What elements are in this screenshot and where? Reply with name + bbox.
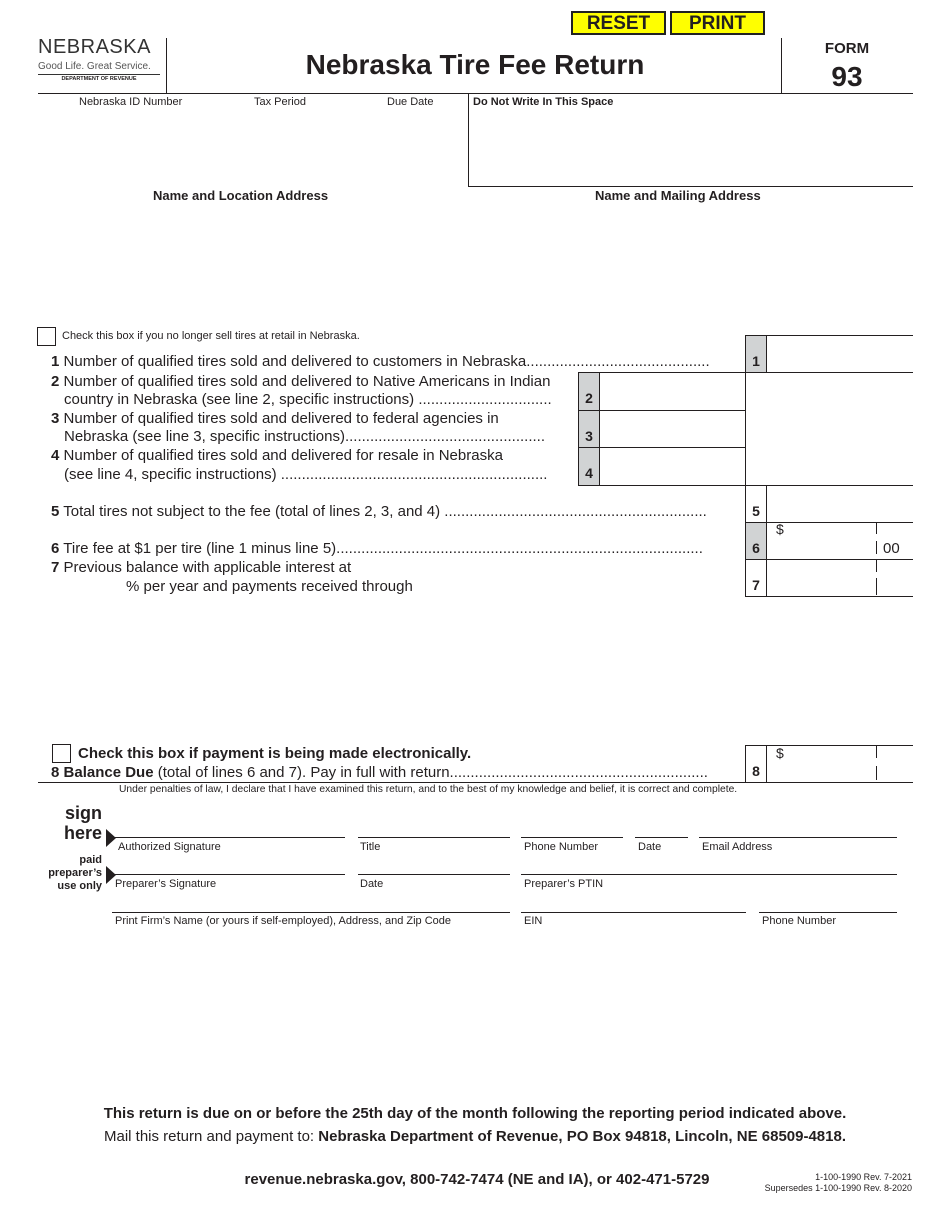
interest-rate-input[interactable] [64, 578, 122, 596]
line7-input[interactable] [768, 560, 913, 596]
email-address-label: Email Address [702, 841, 773, 853]
firm-phone-label: Phone Number [762, 915, 836, 927]
firm-name-input[interactable] [112, 890, 510, 912]
preparer-date-input[interactable] [358, 852, 510, 874]
contact-info: revenue.nebraska.gov, 800-742-7474 (NE and IA), or 402-471-5729 [244, 1171, 710, 1188]
no-longer-sell-checkbox[interactable] [37, 327, 56, 346]
sign-word: sign [64, 803, 102, 823]
logo-tagline: Good Life. Great Service. [38, 61, 151, 72]
line8-number: 8 [51, 764, 60, 781]
penalty-statement: Under penalties of law, I declare that I have examined this return, and to the best of my knowledge and belief, it is correct and complete. [119, 784, 738, 795]
line2-text-b: country in Nebraska (see line 2, specific instructions) ................................ [64, 391, 552, 408]
line7-number: 7 [51, 559, 60, 576]
date-input[interactable] [635, 815, 688, 837]
line3-box-label: 3 [578, 411, 600, 447]
authorized-signature-input[interactable] [115, 815, 345, 837]
electronic-payment-label: Check this box if payment is being made electronically. [78, 745, 472, 762]
line4-text-a: Number of qualified tires sold and delivered for resale in Nebraska [63, 447, 503, 464]
line4-box-label: 4 [578, 448, 600, 485]
title-input[interactable] [358, 815, 510, 837]
authorized-signature-label: Authorized Signature [118, 841, 221, 853]
phone-number-input[interactable] [521, 815, 623, 837]
line3-text-a: Number of qualified tires sold and delivered to federal agencies in [63, 410, 499, 427]
line1-text: Number of qualified tires sold and delivered to customers in Nebraska............................................ [63, 353, 710, 370]
revision-info [765, 1172, 912, 1194]
electronic-payment-checkbox[interactable] [52, 744, 71, 763]
line3-text-b: Nebraska (see line 3, specific instructions)................................................ [64, 428, 545, 445]
no-longer-sell-label: Check this box if you no longer sell tires at retail in Nebraska. [62, 330, 360, 342]
date-label: Date [638, 841, 662, 853]
payments-date-input[interactable] [426, 578, 576, 596]
nebraska-id-label: Nebraska ID Number [79, 96, 183, 108]
preparer-signature-label: Preparer’s Signature [115, 878, 217, 890]
firm-phone-input[interactable] [759, 890, 897, 912]
supersedes-number: Supersedes 1-100-1990 Rev. 8-2020 [764, 1183, 912, 1193]
line4-text-b: (see line 4, specific instructions) ................................................................ [64, 466, 548, 483]
line8-text: (total of lines 6 and 7). Pay in full with return.............................................................. [157, 764, 708, 781]
line8-bold-label: Balance Due [63, 764, 154, 781]
form-label: FORM [824, 40, 870, 57]
mailing-address-label: Name and Mailing Address [595, 188, 761, 203]
nebraska-logo [38, 36, 166, 90]
due-notice: This return is due on or before the 25th day of the month following the reporting period indicated above. [103, 1105, 847, 1122]
line6-box-label: 6 [745, 523, 767, 559]
paid-word: paid [79, 854, 102, 866]
line6-number: 6 [51, 540, 60, 557]
title-label: Title [360, 841, 381, 853]
location-address-label: Name and Location Address [153, 188, 329, 203]
line8-box-label: 8 [745, 746, 767, 782]
line2-text-a: Number of qualified tires sold and delivered to Native Americans in Indian [63, 373, 551, 390]
line7-text-a: Previous balance with applicable interest at [63, 559, 352, 576]
line5-box-label: 5 [745, 486, 767, 522]
line1-input[interactable] [768, 336, 913, 372]
line5-text: Total tires not subject to the fee (total of lines 2, 3, and 4) ............................................................... [63, 503, 707, 520]
preparers-word: preparer’s [48, 867, 102, 879]
logo-department: DEPARTMENT OF REVENUE [61, 76, 137, 82]
line4-number: 4 [51, 447, 60, 464]
mail-prefix: Mail this return and payment to: [104, 1128, 319, 1145]
preparer-ptin-input[interactable] [521, 852, 897, 874]
page-title: Nebraska Tire Fee Return [305, 49, 645, 80]
line6-input[interactable] [790, 523, 874, 559]
line7-box-label: 7 [745, 560, 767, 596]
line8-dollar-sign: $ [776, 745, 784, 761]
line1-number: 1 [51, 353, 60, 370]
email-address-input[interactable] [699, 815, 897, 837]
due-date-label: Due Date [387, 96, 434, 108]
sign-here-label [40, 803, 102, 843]
line1-box-label: 1 [745, 336, 767, 372]
line6-dollar-sign: $ [776, 521, 784, 537]
mail-address: Nebraska Department of Revenue, PO Box 94818, Lincoln, NE 68509-4818. [318, 1128, 846, 1145]
line6-cents: 00 [883, 540, 900, 557]
form-number: 93 [831, 61, 863, 92]
line7-text-b: % per year and payments received through [126, 578, 413, 595]
paid-preparer-label [30, 854, 102, 893]
use-only-word: use only [57, 880, 102, 892]
ein-label: EIN [524, 915, 543, 927]
line2-number: 2 [51, 373, 60, 390]
reset-button[interactable]: RESET [571, 11, 666, 35]
line3-number: 3 [51, 410, 60, 427]
firm-name-label: Print Firm’s Name (or yours if self-employed), Address, and Zip Code [115, 915, 452, 927]
tax-period-label: Tax Period [254, 96, 306, 108]
line3-input[interactable] [601, 411, 744, 447]
preparer-ptin-label: Preparer’s PTIN [524, 878, 604, 890]
line5-input[interactable] [768, 486, 913, 522]
here-word: here [63, 823, 102, 843]
line5-number: 5 [51, 503, 60, 520]
line4-input[interactable] [601, 448, 744, 485]
ein-input[interactable] [521, 890, 746, 912]
line8-input[interactable] [790, 746, 874, 782]
print-button[interactable]: PRINT [670, 11, 765, 35]
phone-number-label: Phone Number [524, 841, 598, 853]
mail-instructions [0, 1128, 950, 1145]
logo-wordmark: NEBRASKA [38, 36, 151, 58]
preparer-signature-input[interactable] [115, 852, 345, 874]
preparer-date-label: Date [360, 878, 384, 890]
line2-box-label: 2 [578, 373, 600, 410]
do-not-write-label: Do Not Write In This Space [473, 96, 614, 108]
line6-text: Tire fee at $1 per tire (line 1 minus line 5)........................................................................................ [63, 540, 703, 557]
revision-number: 1-100-1990 Rev. 7-2021 [815, 1172, 912, 1182]
line2-input[interactable] [601, 373, 744, 410]
